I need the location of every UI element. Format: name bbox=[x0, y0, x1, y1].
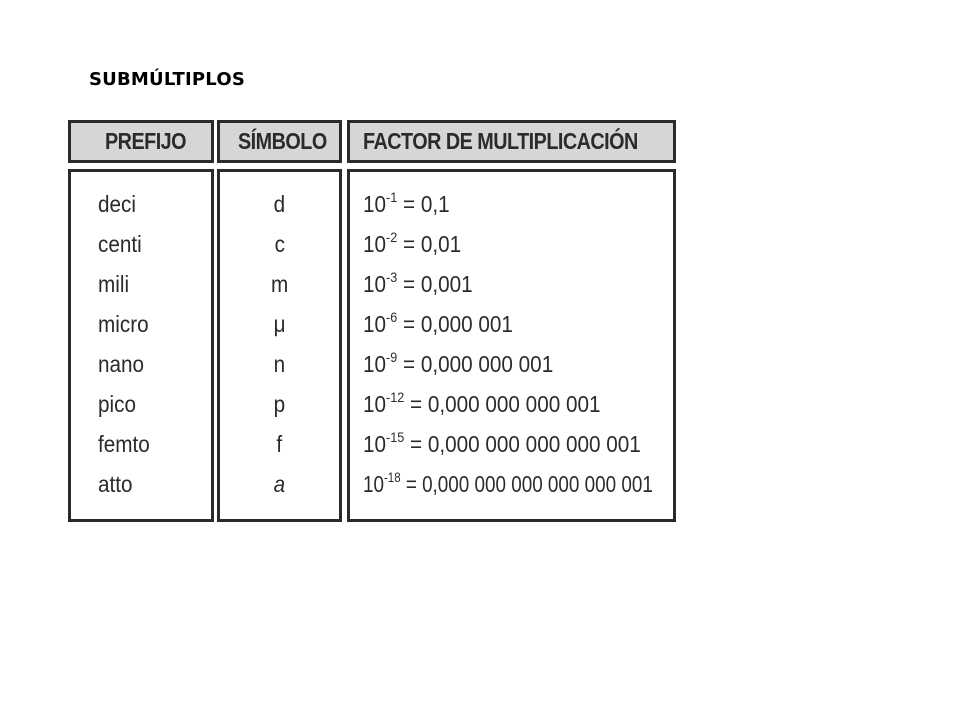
prefix-cell: micro bbox=[98, 311, 149, 337]
factor-cell: $10^{-6} = 0,000$ 001 bbox=[363, 309, 513, 337]
factor-cell: $10^{-12} = 0,000$ 000 000 001 bbox=[363, 389, 601, 417]
factor-header: FACTOR DE MULTIPLICACIÓN bbox=[347, 120, 676, 163]
symbol-header: SÍMBOLO bbox=[217, 120, 342, 163]
factor-cell: $10^{-9} = 0,000$ 000 001 bbox=[363, 349, 554, 377]
prefix-column bbox=[68, 120, 214, 522]
symbol-cell: f bbox=[276, 431, 283, 457]
symbol-cell: p bbox=[273, 391, 286, 417]
symbol-column bbox=[217, 120, 342, 522]
symbol-cell: m bbox=[270, 271, 289, 297]
prefix-header: PREFIJO bbox=[68, 120, 214, 163]
prefix-cell: centi bbox=[98, 231, 142, 257]
prefix-cell: nano bbox=[98, 351, 145, 377]
factor-cell: $10^{-3} = 0,001$ bbox=[363, 269, 473, 297]
symbol-cell: n bbox=[273, 351, 286, 377]
symbol-column-body bbox=[217, 169, 342, 522]
factor-cell: $10^{-2} = 0,01$ bbox=[363, 229, 462, 257]
factor-cell: $10^{-18} = 0,000$ 000 000 000 000 001 bbox=[363, 469, 653, 497]
factor-column-body bbox=[347, 169, 676, 522]
factor-cell: $10^{-1} = 0,1$ bbox=[363, 189, 450, 217]
factor-cell: $10^{-15} = 0,000$ 000 000 000 001 bbox=[363, 429, 641, 457]
symbol-cell: μ bbox=[273, 311, 286, 337]
prefix-column-body bbox=[68, 169, 214, 522]
prefix-cell: mili bbox=[98, 271, 130, 297]
prefix-cell: femto bbox=[98, 431, 150, 457]
prefix-cell: atto bbox=[98, 471, 133, 497]
symbol-cell: a bbox=[273, 471, 286, 497]
symbol-cell: d bbox=[273, 191, 286, 217]
prefix-cell: pico bbox=[98, 391, 136, 417]
submultiples-table bbox=[68, 120, 676, 522]
symbol-cell: c bbox=[274, 231, 285, 257]
factor-column bbox=[347, 120, 676, 522]
page-title: SUBMÚLTIPLOS bbox=[89, 69, 245, 90]
prefix-cell: deci bbox=[98, 191, 136, 217]
